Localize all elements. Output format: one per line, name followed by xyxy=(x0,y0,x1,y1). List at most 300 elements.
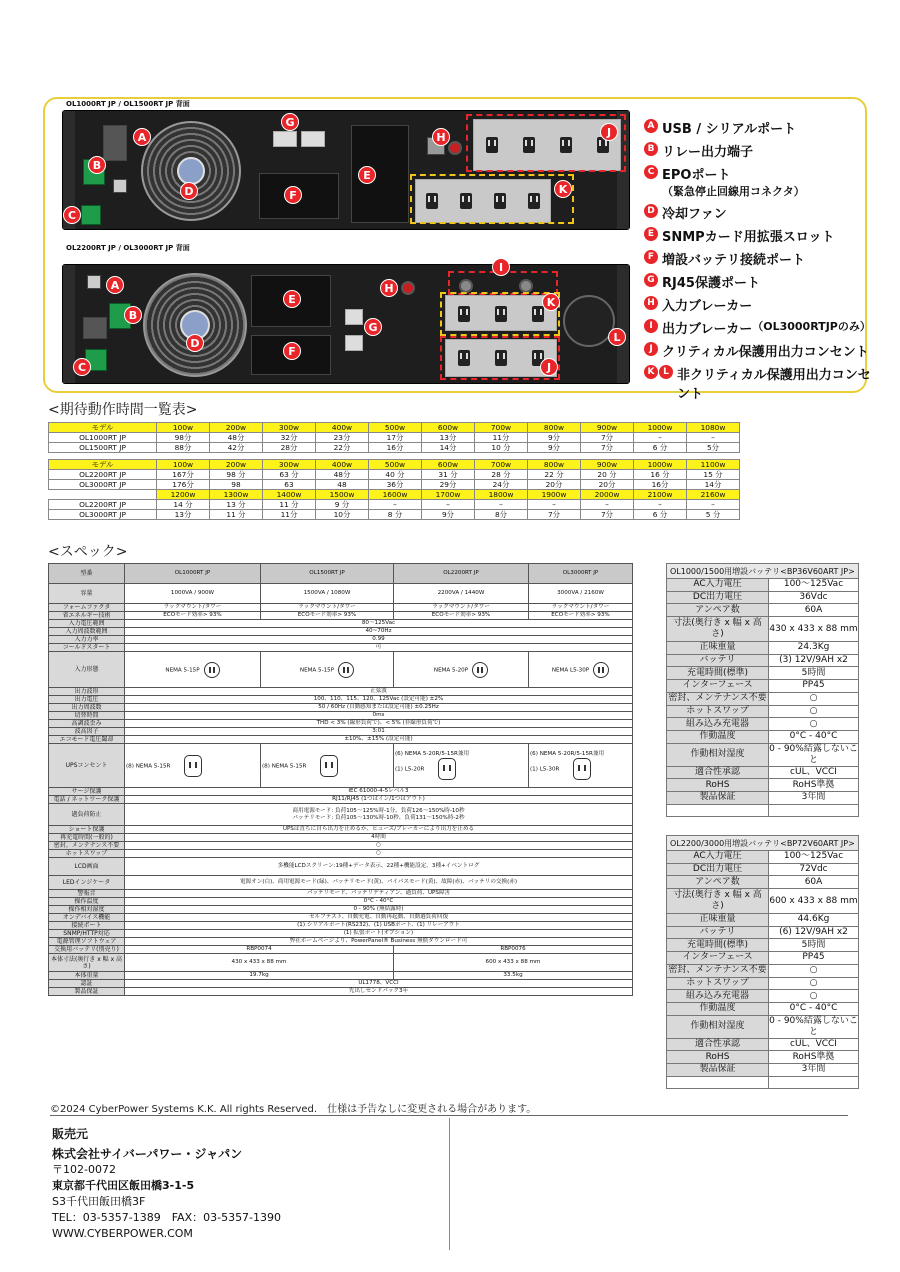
battery-key: 適合性承認 xyxy=(667,1038,769,1051)
runtime-cell: 1800w xyxy=(475,490,528,500)
battery-key: 密封、メンテナンス不要 xyxy=(668,965,767,976)
battery-key: 作動温度 xyxy=(667,730,769,743)
spec-row xyxy=(49,728,633,736)
tag-e-unit1: E xyxy=(358,166,376,184)
input-plug-cell xyxy=(529,652,633,688)
runtime-cell: 167分 xyxy=(157,470,210,480)
battery-title-row xyxy=(667,836,859,851)
spec-row xyxy=(49,636,633,644)
battery-row xyxy=(667,604,859,617)
runtime-cell: 1300w xyxy=(210,490,263,500)
spec-row xyxy=(49,898,633,906)
spec-cell: OL1000RT JP xyxy=(125,564,261,584)
battery-table-bp36v60art xyxy=(666,563,859,817)
spec-row xyxy=(49,922,633,930)
spec-cell: 再充電時間(一般的) xyxy=(49,834,125,842)
battery-value: 24.3Kg xyxy=(769,642,859,655)
tag-c-unit2: C xyxy=(73,358,91,376)
spec-row xyxy=(49,628,633,636)
spec-cell: 0ms xyxy=(125,712,633,720)
battery-value: 0°C - 40°C xyxy=(769,1002,859,1015)
runtime-cell: 11分 xyxy=(263,510,316,520)
runtime-cell: 16分 xyxy=(369,443,422,453)
battery-row xyxy=(667,680,859,693)
runtime-cell: 98 分 xyxy=(210,470,263,480)
battery-key: ホットスワップ xyxy=(667,977,769,990)
legend-f: F 増設バッテリ接続ポート xyxy=(644,249,874,268)
spec-cell: ECOモード効率> 93% xyxy=(529,612,633,620)
battery-row xyxy=(667,579,859,592)
spec-cell: UPSコンセント xyxy=(49,744,125,788)
runtime-cell: 10分 xyxy=(316,510,369,520)
spec-cell: 交換用バッテリ(別売り) xyxy=(49,946,125,954)
runtime-cell: 7分 xyxy=(581,443,634,453)
runtime-cell: OL2200RT JP xyxy=(49,470,157,480)
battery-value: (6) 12V/9AH x2 xyxy=(769,926,859,939)
spec-row xyxy=(49,720,633,728)
battery-value: 100～125Vac xyxy=(769,579,859,592)
battery-key: RoHS xyxy=(667,779,769,792)
plug-label: NEMA 5-15P xyxy=(165,667,200,673)
spec-cell: 可 xyxy=(125,644,633,652)
spec-row xyxy=(49,890,633,898)
legend-e: E SNMPカード用拡張スロット xyxy=(644,226,874,245)
battery-row xyxy=(667,990,859,1003)
battery-key: 作動相対湿度 xyxy=(667,743,769,766)
runtime-row xyxy=(49,490,740,500)
tag-d-unit1: D xyxy=(180,182,198,200)
spec-row xyxy=(49,914,633,922)
battery-key: AC入力電圧 xyxy=(667,851,769,864)
battery-key: 作動相対湿度 xyxy=(667,1015,769,1038)
serial-port xyxy=(103,125,127,161)
spec-cell: OL1500RT JP xyxy=(261,564,394,584)
legend-kl: K L 非クリティカル保護用出力コンセント xyxy=(644,364,874,402)
tag-f-unit1: F xyxy=(284,186,302,204)
spec-replace-battery-row xyxy=(49,946,633,954)
tag-c-unit1: C xyxy=(63,206,81,224)
battery-row xyxy=(667,1038,859,1051)
battery-row xyxy=(667,591,859,604)
battery-key: 製品保証 xyxy=(667,1063,769,1076)
battery-title: OL1000/1500用増設バッテリ<BP36V60ART JP> xyxy=(667,564,859,579)
spec-row xyxy=(49,842,633,850)
runtime-cell: モデル xyxy=(49,460,157,470)
battery-value: ○ xyxy=(769,705,859,718)
legend-c-sub: （緊急停止回線用コネクタ） xyxy=(662,185,805,198)
runtime-cell: 6 分 xyxy=(634,443,687,453)
battery-row xyxy=(667,926,859,939)
tag-l-unit2: L xyxy=(608,328,626,346)
runtime-cell: 200w xyxy=(210,460,263,470)
spec-cell: ラックマウント/タワー xyxy=(261,604,394,612)
runtime-header-row xyxy=(49,460,740,470)
spec-row xyxy=(49,788,633,796)
runtime-cell: 29分 xyxy=(422,480,475,490)
spec-cell: 19.7kg xyxy=(125,972,394,980)
spec-cell: OL2200RT JP xyxy=(394,564,529,584)
tag-i-unit2: I xyxy=(492,258,510,276)
outlet-label: (8) NEMA 5-15R xyxy=(262,763,307,769)
runtime-gap xyxy=(49,453,740,460)
battery-row xyxy=(667,876,859,889)
runtime-cell: 1700w xyxy=(422,490,475,500)
tag-j-unit1: J xyxy=(600,123,618,141)
spec-cell: 4時間 xyxy=(125,834,633,842)
rear-caption-ol2200-3000: OL2200RT JP / OL3000RT JP 背面 xyxy=(66,244,190,252)
tag-d-unit2: D xyxy=(186,334,204,352)
tag-j-unit2: J xyxy=(540,358,558,376)
runtime-cell: 700w xyxy=(475,460,528,470)
battery-key: 正味重量 xyxy=(667,914,769,927)
runtime-cell: 1100w xyxy=(687,460,740,470)
runtime-cell: 13分 xyxy=(157,510,210,520)
spec-led-row xyxy=(49,876,633,890)
plug-icon xyxy=(593,662,609,678)
tag-b-unit2: B xyxy=(124,306,142,324)
legend-j: J クリティカル保護用出力コンセント xyxy=(644,341,874,360)
runtime-cell: 2100w xyxy=(634,490,687,500)
spec-cell: 80～125Vac xyxy=(125,620,633,628)
plug-icon xyxy=(472,662,488,678)
spec-cell: 0 - 90% (無結露時) xyxy=(125,906,633,914)
spec-ups-outlet-row xyxy=(49,744,633,788)
spec-row xyxy=(49,688,633,696)
runtime-title: <期待動作時間一覧表> xyxy=(48,402,198,418)
battery-row xyxy=(667,851,859,864)
battery-row xyxy=(667,766,859,779)
runtime-cell: 1200w xyxy=(157,490,210,500)
runtime-cell: 24分 xyxy=(475,480,528,490)
battery-row xyxy=(667,977,859,990)
spec-row xyxy=(49,826,633,834)
spec-dimensions-row xyxy=(49,954,633,972)
spec-cell: 40~70Hz xyxy=(125,628,633,636)
tag-f-unit2: F xyxy=(283,342,301,360)
spec-row xyxy=(49,796,633,804)
tag-h-unit1: H xyxy=(432,128,450,146)
spec-row xyxy=(49,644,633,652)
battery-row xyxy=(667,718,859,731)
spec-cell: RJ11/RJ45 (1つはイン/1つはアウト) xyxy=(125,796,633,804)
outlet-icon xyxy=(184,755,202,777)
battery-row xyxy=(667,1063,859,1076)
spec-header-row xyxy=(49,564,633,584)
input-breaker-2 xyxy=(401,281,415,295)
spec-cell: 3000VA / 2160W xyxy=(529,584,633,604)
runtime-cell: OL3000RT JP xyxy=(49,480,157,490)
rj45-in xyxy=(273,131,297,147)
battery-value: 600 x 433 x 88 mm xyxy=(769,889,859,914)
runtime-cell: 8分 xyxy=(475,510,528,520)
spec-cell: 出力周波数 xyxy=(49,704,125,712)
battery-row xyxy=(667,705,859,718)
battery-key: バッテリ xyxy=(667,926,769,939)
runtime-cell: 36分 xyxy=(369,480,422,490)
spec-cell: RBP0074 xyxy=(125,946,394,954)
battery-row xyxy=(667,667,859,680)
runtime-cell: OL2200RT JP xyxy=(49,500,157,510)
runtime-cell: 400w xyxy=(316,460,369,470)
cooling-fan xyxy=(141,121,241,221)
rj45-out-2 xyxy=(345,335,363,351)
spec-cell: 省エネルギー技術 xyxy=(49,612,125,620)
battery-row xyxy=(667,791,859,804)
spec-cell: 1500VA / 1080W xyxy=(261,584,394,604)
runtime-cell: 20分 xyxy=(528,480,581,490)
battery-value: 3年間 xyxy=(769,791,859,804)
spec-row xyxy=(49,696,633,704)
runtime-cell xyxy=(49,490,157,500)
spec-cell: THD < 3% (線形負荷で)、< 5% (非線形負荷で) xyxy=(125,720,633,728)
spec-row xyxy=(49,736,633,744)
battery-key: 充電時間(標準) xyxy=(667,939,769,952)
spec-cell: 弊社ホームページより、PowerPanel® Business 無償ダウンロード可 xyxy=(125,938,633,946)
runtime-row xyxy=(49,470,740,480)
battery-row xyxy=(667,730,859,743)
spec-cell: 密封、メンテナンス不要 xyxy=(49,842,125,850)
spec-cell: 出力電圧 xyxy=(49,696,125,704)
plug-label: NEMA 5-15P xyxy=(299,667,335,673)
spec-cell: セルフテスト、自動充電、自動再起動、自動過負荷回復 xyxy=(125,914,633,922)
spec-cell: 操作相対湿度 xyxy=(49,906,125,914)
runtime-cell: 300w xyxy=(263,460,316,470)
runtime-cell: OL3000RT JP xyxy=(49,510,157,520)
spec-cell: 50 / 60Hz (自動感知または設定可能) ±0.25Hz xyxy=(125,704,633,712)
spec-cell: UL1778、VCCI xyxy=(125,980,633,988)
battery-key: 寸法(奥行き x 幅 x 高さ) xyxy=(667,889,769,914)
spec-table xyxy=(48,563,633,996)
spec-cell: 2200VA / 1440W xyxy=(394,584,529,604)
legend-i: I 出力ブレーカー （OL3000RTJPのみ） xyxy=(644,318,874,337)
battery-key: 密封、メンテナンス不要 xyxy=(668,693,767,704)
spec-cell: 0.99 xyxy=(125,636,633,644)
noncritical-outlet-highlight-1 xyxy=(410,174,574,224)
spec-cell: 多機能LCDスクリーン:19種+データ表示、22種+機能設定、3種+イベントログ xyxy=(125,858,633,876)
battery-key: 寸法(奥行き x 幅 x 高さ) xyxy=(667,617,769,642)
spec-cell: 接続ポート xyxy=(49,922,125,930)
spec-cell: コールドスタート xyxy=(49,644,125,652)
footer-divider xyxy=(50,1115,848,1116)
battery-value: (3) 12V/9AH x2 xyxy=(769,654,859,667)
spec-cell: 切替時間 xyxy=(49,712,125,720)
runtime-cell: 28分 xyxy=(263,443,316,453)
runtime-cell: 800w xyxy=(528,423,581,433)
runtime-cell: 63 分 xyxy=(263,470,316,480)
battery-key: 製品保証 xyxy=(667,791,769,804)
outlet-icon xyxy=(438,758,456,780)
overload-line-1: 商用電源モード: 負荷105～125%時-1分、負荷126～150%時-10秒 xyxy=(292,807,465,814)
spec-row xyxy=(49,704,633,712)
runtime-cell: 2160w xyxy=(687,490,740,500)
battery-row xyxy=(667,617,859,642)
spec-cell: 操作温度 xyxy=(49,898,125,906)
runtime-cell: 13分 xyxy=(422,433,475,443)
spec-row xyxy=(49,938,633,946)
spec-cell: バッテリモード、バッテリデティアン、過負荷、UPS障害 xyxy=(125,890,633,898)
runtime-cell: 15 分 xyxy=(687,470,740,480)
battery-value: ○ xyxy=(769,977,859,990)
runtime-cell: 48分 xyxy=(316,470,369,480)
battery-value: 72Vdc xyxy=(769,863,859,876)
battery-value: 36Vdc xyxy=(769,591,859,604)
spec-cell: 3:01 xyxy=(125,728,633,736)
postal-code: 〒102-0072 xyxy=(52,1163,116,1176)
runtime-row xyxy=(49,510,740,520)
runtime-cell: 7分 xyxy=(528,510,581,520)
runtime-cell: 16分 xyxy=(634,480,687,490)
battery-value: PP45 xyxy=(769,952,859,965)
runtime-cell: 6 分 xyxy=(634,510,687,520)
spec-cell: 先出しセンドバック3年 xyxy=(125,988,633,996)
spec-cell: 入力力率 xyxy=(49,636,125,644)
company-name: 株式会社サイバーパワー・ジャパン xyxy=(52,1147,243,1161)
battery-value: ○ xyxy=(769,718,859,731)
spec-title: <スペック> xyxy=(48,544,128,560)
runtime-cell: 22分 xyxy=(316,443,369,453)
battery-pad-row xyxy=(667,804,859,816)
runtime-cell: 1000w xyxy=(634,460,687,470)
spec-cell: 入力周波数範囲 xyxy=(49,628,125,636)
ups-outlet-cell xyxy=(529,744,633,788)
runtime-cell: 600w xyxy=(422,423,475,433)
ups-outlet-cell xyxy=(261,744,394,788)
runtime-cell: 5分 xyxy=(687,443,740,453)
input-breaker xyxy=(448,141,462,155)
spec-cell: LCD画面 xyxy=(49,858,125,876)
spec-cell: ○ xyxy=(125,850,633,858)
plug-label: NEMA L5-30P xyxy=(551,667,590,673)
ups-outlet-cell xyxy=(125,744,261,788)
runtime-cell: – xyxy=(528,500,581,510)
runtime-cell: モデル xyxy=(49,423,157,433)
spec-cell: ECOモード効率> 93% xyxy=(394,612,529,620)
spec-row xyxy=(49,930,633,938)
spec-form-row xyxy=(49,604,633,612)
battery-key: DC出力電圧 xyxy=(667,863,769,876)
runtime-cell: 176分 xyxy=(157,480,210,490)
battery-table-bp72v60art xyxy=(666,835,859,1089)
spec-cell: (1) 拡張ポート(オプション) xyxy=(125,930,633,938)
runtime-cell: 10 分 xyxy=(475,443,528,453)
runtime-cell: 14分 xyxy=(687,480,740,490)
spec-cell: ECOモード効率> 93% xyxy=(125,612,261,620)
runtime-cell: 42分 xyxy=(210,443,263,453)
input-plug-cell xyxy=(125,652,261,688)
tag-a-unit1: A xyxy=(133,128,151,146)
spec-cell: OL3000RT JP xyxy=(529,564,633,584)
battery-value: cUL、VCCI xyxy=(769,766,859,779)
runtime-cell: 9分 xyxy=(528,433,581,443)
rj45-out xyxy=(301,131,325,147)
spec-lcd-row xyxy=(49,858,633,876)
runtime-cell: 100w xyxy=(157,423,210,433)
runtime-cell: – xyxy=(634,433,687,443)
spec-cell: ラックマウント/タワー xyxy=(125,604,261,612)
battery-row xyxy=(667,743,859,766)
legend-d: D 冷却ファン xyxy=(644,203,874,222)
spec-cell: 電話 / ネットワーク保護 xyxy=(49,796,125,804)
spec-cell: ±10%、±15% (設定可能) xyxy=(125,736,633,744)
runtime-row xyxy=(49,433,740,443)
spec-cell: 430 x 433 x 88 mm xyxy=(125,954,394,972)
runtime-cell: 22 分 xyxy=(528,470,581,480)
battery-row xyxy=(667,692,859,705)
outlet-label: (8) NEMA 5-15R xyxy=(126,763,171,769)
spec-row xyxy=(49,834,633,842)
runtime-cell: 1900w xyxy=(528,490,581,500)
outlet-label: (6) NEMA 5-20R/5-15R兼用 (1) L5-20R xyxy=(395,751,470,773)
serial-port-2 xyxy=(83,317,107,339)
runtime-cell: 900w xyxy=(581,460,634,470)
runtime-cell: – xyxy=(687,500,740,510)
spec-cell: 製品保証 xyxy=(49,988,125,996)
battery-value: 100～125Vac xyxy=(769,851,859,864)
runtime-cell: 11分 xyxy=(475,433,528,443)
spec-cell: 本体寸法(奥行き x 幅 x 高さ) xyxy=(49,954,125,972)
spec-cell: ECOモード効率> 93% xyxy=(261,612,394,620)
battery-value: 3年間 xyxy=(769,1063,859,1076)
battery-row xyxy=(667,654,859,667)
spec-cell: 容量 xyxy=(49,584,125,604)
battery-value: cUL、VCCI xyxy=(769,1038,859,1051)
spec-cell: 100、110、115、120、125Vac (設定可能) ±2% xyxy=(125,696,633,704)
spec-cell: IEC 61000-4-5レベル3 xyxy=(125,788,633,796)
runtime-cell: 2000w xyxy=(581,490,634,500)
spec-weight-row xyxy=(49,972,633,980)
battery-key: 正味重量 xyxy=(667,642,769,655)
runtime-cell: 9 分 xyxy=(316,500,369,510)
spec-cell: ホットスワップ xyxy=(49,850,125,858)
battery-row xyxy=(667,889,859,914)
l5-30r-outlet xyxy=(563,295,615,347)
battery-value: 0°C - 40°C xyxy=(769,730,859,743)
spec-row xyxy=(49,906,633,914)
battery-key: アンペア数 xyxy=(667,604,769,617)
seller-heading: 販売元 xyxy=(52,1127,89,1141)
battery-pad-row xyxy=(667,1076,859,1088)
spec-cell: 33.5kg xyxy=(394,972,633,980)
spec-cell: エコモード電圧閾却 xyxy=(49,736,125,744)
overload-line-2: バッテリモード: 負荷105～130%時-10秒、負荷131～150%時-2秒 xyxy=(292,814,465,821)
runtime-cell: – xyxy=(422,500,475,510)
legend-b: B リレー出力端子 xyxy=(644,141,874,160)
legend-a: A USB / シリアルポート xyxy=(644,118,874,137)
spec-cell: 本体重量 xyxy=(49,972,125,980)
runtime-cell: – xyxy=(369,500,422,510)
battery-value: ○ xyxy=(769,692,859,705)
spec-cell: ショート保護 xyxy=(49,826,125,834)
runtime-cell: 600w xyxy=(422,460,475,470)
runtime-cell: – xyxy=(687,433,740,443)
runtime-cell: 17分 xyxy=(369,433,422,443)
spec-cell: 型番 xyxy=(49,564,125,584)
battery-row xyxy=(667,952,859,965)
runtime-cell: – xyxy=(581,500,634,510)
battery-row xyxy=(667,939,859,952)
spec-cell: SNMP/HTTP対応 xyxy=(49,930,125,938)
spec-row xyxy=(49,712,633,720)
runtime-row xyxy=(49,443,740,453)
battery-value: 60A xyxy=(769,876,859,889)
battery-value: 5時間 xyxy=(769,939,859,952)
runtime-cell: 100w xyxy=(157,460,210,470)
battery-key: 作動温度 xyxy=(667,1002,769,1015)
spec-cell: フォームファクタ xyxy=(49,604,125,612)
runtime-cell: 63 xyxy=(263,480,316,490)
footer-vertical-divider xyxy=(449,1118,450,1250)
spec-cell: 入力電圧範囲 xyxy=(49,620,125,628)
